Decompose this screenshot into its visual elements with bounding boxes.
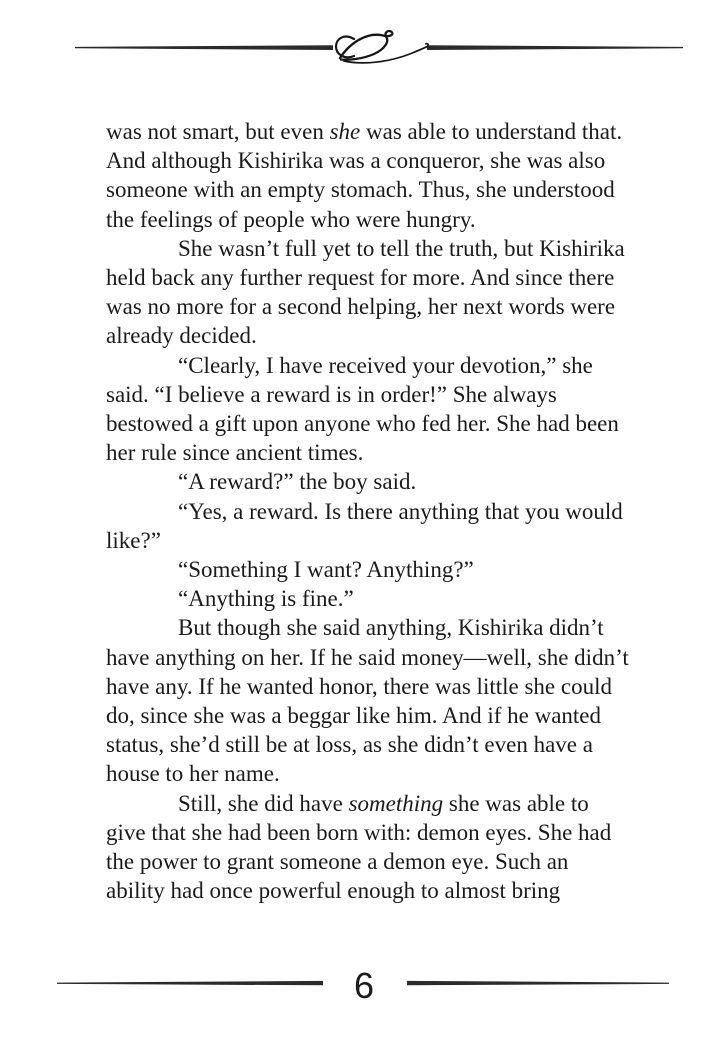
- text-segment: was not smart, but even: [106, 119, 330, 144]
- text-segment: “Clearly, I have received your devotion,” she said. “I believe a reward is in order!” She always bestowed a gift upon anyone who fed her. She had been her rule since ancient times.: [106, 352, 619, 466]
- text-segment: “Yes, a reward. Is there anything that you would like?”: [106, 498, 623, 553]
- text-segment: “Anything is fine.”: [178, 586, 354, 612]
- italic-text-segment: she: [329, 119, 361, 144]
- text-segment: “Something I want? Anything?”: [178, 557, 474, 583]
- header-flourish-icon: [336, 31, 428, 63]
- paragraph: [106, 117, 631, 234]
- header-rule-right: [427, 45, 683, 50]
- italic-text-segment: something: [348, 790, 444, 816]
- text-block: [106, 117, 631, 905]
- text-segment: She wasn’t full yet to tell the truth, but Kishirika held back any further request for more. And since there was no more for a second helping, her next words were already decided.: [106, 235, 625, 349]
- paragraph: [106, 555, 631, 584]
- paragraph: [106, 351, 631, 468]
- paragraph: [106, 584, 631, 613]
- page-number: 6: [353, 965, 375, 1006]
- paragraph: [106, 613, 631, 788]
- text-segment: Still, she did have: [178, 790, 349, 816]
- header-rule-left: [75, 45, 333, 50]
- paragraph: [106, 497, 631, 555]
- paragraph: [106, 234, 631, 351]
- text-segment: she was able to give that she had been born with: demon eyes. She had the power to grant someone a demon eye. Such an ability had once powerful enough to almost bring: [106, 790, 612, 904]
- paragraph: [106, 467, 631, 496]
- text-segment: was able to understand that. And although Kishirika was a conqueror, she was also someone with an empty stomach. Thus, she understood the feelings of people who were hungry.: [106, 119, 623, 232]
- text-segment: “A reward?” the boy said.: [178, 469, 417, 495]
- text-segment: But though she said anything, Kishirika didn’t have anything on her. If he said money—well, she didn’t have any. If he wanted honor, there was little she could do, since she was a beggar like him. And if he wanted status, she’d still be at loss, as she didn’t even have a house to her name.: [106, 615, 629, 787]
- paragraph: [106, 789, 631, 906]
